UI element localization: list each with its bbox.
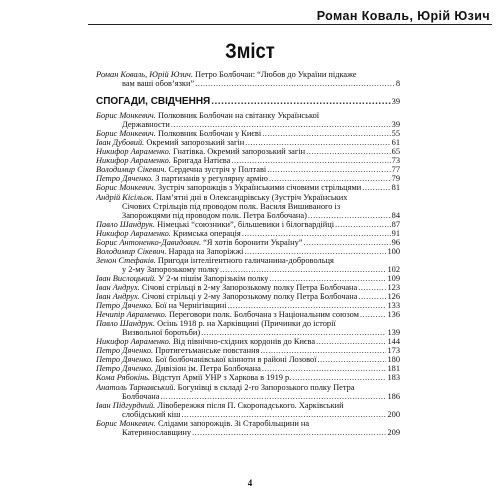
leader-dots (201, 328, 386, 337)
toc-author: Іван Підгурдний. (96, 400, 156, 410)
toc-title-text: Пам’ятні дні в Олександрівську (Зустріч Українських (156, 192, 348, 202)
section-heading (96, 96, 400, 108)
toc-page-number: 100 (387, 246, 400, 256)
leader-dots (292, 373, 386, 382)
toc-title-text: Визвольної боротьби) (122, 328, 201, 338)
toc-author: Петро Дяченко. (96, 364, 154, 374)
toc-author: Іван Андрух. (96, 292, 140, 302)
toc-title-text: Богунівці в складі 2-го Запорозького полку Петра (177, 382, 355, 392)
toc-page-number: 39 (391, 120, 400, 130)
toc-title-text: Окремий запорозький загін (146, 138, 245, 148)
toc-entry (96, 174, 400, 183)
leader-dots (269, 274, 386, 283)
toc-title-text: Кримська операція (172, 228, 241, 238)
toc-entry (96, 220, 400, 229)
leader-dots (269, 174, 391, 183)
toc-title-text: Бригада Натієва (172, 156, 231, 166)
toc-title-text: “Я хотів боронити Україну” (203, 237, 303, 247)
toc-author: Анатоль Тарнавський. (96, 382, 176, 392)
toc-title-text: У 2-м пішім Запорізькім полку (158, 273, 269, 283)
toc-entry (96, 292, 400, 301)
toc-title-text: З партизанів у регулярну армію (155, 174, 268, 184)
leader-dots (211, 96, 390, 108)
toc-author: Володимир Сікевич. (96, 246, 167, 256)
toc-author: Борис Монкевич. (96, 183, 156, 193)
toc-entry (96, 247, 400, 256)
toc-author: Зенон Стефаків. (96, 255, 156, 265)
leader-dots (358, 292, 386, 301)
toc-title-text: Січові стрільці у 2-му Запорозькому полку Петра Болбочана (141, 292, 358, 302)
toc-page-number: 144 (387, 337, 400, 347)
toc-title-text: Слідами запорожців. Зі Старобільщини на (157, 418, 310, 428)
leader-dots (242, 229, 391, 238)
leader-dots (316, 337, 386, 346)
toc-title-text: Державности (122, 120, 170, 130)
toc-title-text: Дивізіон ім. Петра Болбочана (155, 364, 261, 374)
toc-page-number: 136 (387, 310, 400, 320)
leader-dots (244, 247, 386, 256)
toc-title-text: Зустріч запорожців з Українськими січовими стрільцями (157, 183, 362, 193)
toc-page-number: 65 (391, 147, 400, 157)
page-title: Зміст (225, 40, 275, 63)
toc-author: Никифор Авраменко. (96, 228, 171, 238)
toc-entry (96, 419, 400, 437)
leader-dots (308, 211, 391, 220)
toc-entry (96, 364, 400, 373)
toc-page-number: 91 (391, 228, 400, 238)
toc-author: Борис Антоненко-Давидович. (96, 237, 202, 247)
toc-entry (96, 346, 400, 355)
toc-author: Никифор Авраменко. (96, 147, 171, 157)
toc-page-number: 133 (387, 301, 400, 311)
leader-dots (245, 138, 390, 147)
toc-author: Петро Дяченко. (96, 174, 154, 184)
leader-dots (335, 220, 391, 229)
toc-entry (96, 238, 400, 247)
toc-author: Никифор Авраменко. (96, 156, 171, 166)
toc-entry (96, 283, 400, 292)
table-of-contents (96, 70, 400, 437)
toc-page-number: 173 (387, 346, 400, 356)
toc-page-number: 209 (387, 427, 400, 437)
toc-entry (96, 165, 400, 174)
toc-entry (96, 147, 400, 156)
toc-title-text: Сердечна зустріч у Полтаві (168, 165, 267, 175)
toc-page-number: 73 (391, 156, 400, 166)
toc-title-text: Бої болбочанівської кінноти в районі Лозової (155, 355, 317, 365)
toc-title-text: Полковник Болбочан у Києві (157, 129, 262, 139)
toc-entry (96, 401, 400, 419)
toc-page-number: 55 (391, 129, 400, 139)
toc-title-text: Від північно-східних кордонів до Києва (172, 337, 316, 347)
toc-title-text: Катеринославщину (122, 427, 192, 437)
toc-page-number: 102 (387, 264, 400, 274)
toc-title-text: Лівобережжя після П. Скоропадського. Харківський (157, 400, 344, 410)
toc-author: Петро Дяченко. (96, 355, 154, 365)
leader-dots (318, 355, 387, 364)
leader-dots (192, 428, 386, 437)
leader-dots (220, 265, 386, 274)
toc-entry (96, 373, 400, 382)
toc-page-number: 96 (391, 237, 400, 247)
toc-page-number: 87 (391, 219, 400, 229)
leader-dots (303, 238, 390, 247)
toc-author: Іван Андрух. (96, 282, 140, 292)
toc-page-number: 81 (391, 183, 400, 193)
toc-author: Андрій Кісільок. (96, 192, 154, 202)
toc-author: Кома Рябокінь. (96, 373, 151, 383)
toc-author: Іван Вислоцький. (96, 273, 157, 283)
toc-author: Петро Дяченко. (96, 346, 154, 356)
leader-dots (160, 392, 386, 401)
toc-author: Іван Дубовий. (96, 138, 145, 148)
toc-entry (96, 193, 400, 220)
leader-dots (358, 283, 386, 292)
toc-title-text: вам ваші обов’язки” (122, 79, 195, 89)
toc-page-number: 109 (387, 273, 400, 283)
leader-dots (231, 156, 390, 165)
section-title: СПОГАДИ, СВІДЧЕННЯ (96, 96, 211, 108)
toc-page-number: 77 (391, 165, 400, 175)
toc-page-number: 123 (387, 282, 400, 292)
toc-title-text: Німецькі “союзники”, більшевики і білогвардійці (157, 219, 335, 229)
toc-entry (96, 129, 400, 138)
toc-intro-entry (96, 70, 400, 88)
toc-page-number: 61 (391, 138, 400, 148)
toc-page-number: 180 (387, 355, 400, 365)
toc-title-text: Болбочана (122, 391, 160, 401)
toc-title-text: Нарада на Запоріжжі (168, 246, 244, 256)
section-page-number: 39 (391, 97, 400, 107)
leader-dots (262, 129, 390, 138)
leader-dots (362, 183, 390, 192)
toc-author: Володимир Сікевич. (96, 165, 167, 175)
toc-title-text: Переговори полк. Болбочана з Національним союзом (168, 310, 359, 320)
leader-dots (360, 310, 386, 319)
toc-title-text: Відступ Армії УНР з Харкова в 1919 р. (152, 373, 292, 383)
toc-entry (96, 156, 400, 165)
toc-title-text: Січових Стрільців під проводом полк. Василя Вишиваного із (122, 201, 341, 211)
toc-entry (96, 274, 400, 283)
leader-dots (306, 147, 391, 156)
toc-entry (96, 319, 400, 337)
toc-title-text: Запорожцями під проводом полк. Петра Болбочана) (122, 210, 307, 220)
toc-page-number: 200 (387, 409, 400, 419)
toc-title-text: Бої на Чернігівщині (155, 301, 227, 311)
toc-author: Нечипір Авраменко. (96, 310, 167, 320)
toc-title-text: у 2-му Запорозькому полку (122, 264, 219, 274)
leader-dots (195, 79, 395, 88)
toc-entry (96, 183, 400, 192)
leader-dots (267, 165, 390, 174)
toc-title-text: слобідський кіш (122, 409, 181, 419)
toc-author: Роман Коваль, Юрій Юзич. (96, 70, 193, 79)
toc-entry (96, 337, 400, 346)
toc-entry (96, 355, 400, 364)
toc-entry (96, 301, 400, 310)
toc-entry (96, 229, 400, 238)
toc-entry (96, 383, 400, 401)
toc-author: Павло Шандрук. (96, 219, 156, 229)
toc-author: Борис Монкевич. (96, 129, 156, 139)
toc-title-text: Пригоди інтелігентного галичанина-добровольця (157, 255, 334, 265)
toc-author: Петро Дяченко. (96, 301, 154, 311)
leader-dots (260, 346, 386, 355)
toc-author: Павло Шандрук. (96, 319, 156, 329)
toc-title-text: Протигетьманське повстання (155, 346, 260, 356)
running-header-authors: Роман Коваль, Юрій Юзич (316, 9, 490, 23)
toc-entry (96, 310, 400, 319)
toc-page-number: 126 (387, 292, 400, 302)
toc-title-text: Гнатівка. Окремий запорозький загін (172, 147, 306, 157)
toc-entry (96, 111, 400, 129)
leader-dots (228, 301, 387, 310)
toc-entry-list (96, 111, 400, 437)
toc-page-number: 79 (391, 174, 400, 184)
toc-title-text: Січові стрільці в 2-му Запорозькому полку Петра Болбочана (141, 282, 358, 292)
toc-author: Борис Монкевич. (96, 111, 156, 121)
leader-dots (171, 120, 391, 129)
toc-author: Борис Монкевич. (96, 418, 156, 428)
leader-dots (181, 410, 386, 419)
header-rule (88, 24, 492, 25)
toc-title-text: Петро Болбочан: “Любов до України підкаже (195, 70, 357, 79)
toc-page-number: 183 (387, 373, 400, 383)
toc-entry (96, 138, 400, 147)
leader-dots (262, 364, 387, 373)
toc-author: Никифор Авраменко. (96, 337, 171, 347)
page-number: 4 (247, 478, 253, 488)
toc-page-number: 84 (391, 210, 400, 220)
toc-page-number: 8 (395, 79, 400, 89)
toc-title-text: Полковник Болбочан на світанку Української (157, 111, 320, 121)
toc-page-number: 181 (387, 364, 400, 374)
toc-entry (96, 256, 400, 274)
toc-page-number: 139 (387, 328, 400, 338)
toc-title-text: Осінь 1918 р. на Харківщині (Причинки до історії (157, 319, 336, 329)
toc-page-number: 186 (387, 391, 400, 401)
